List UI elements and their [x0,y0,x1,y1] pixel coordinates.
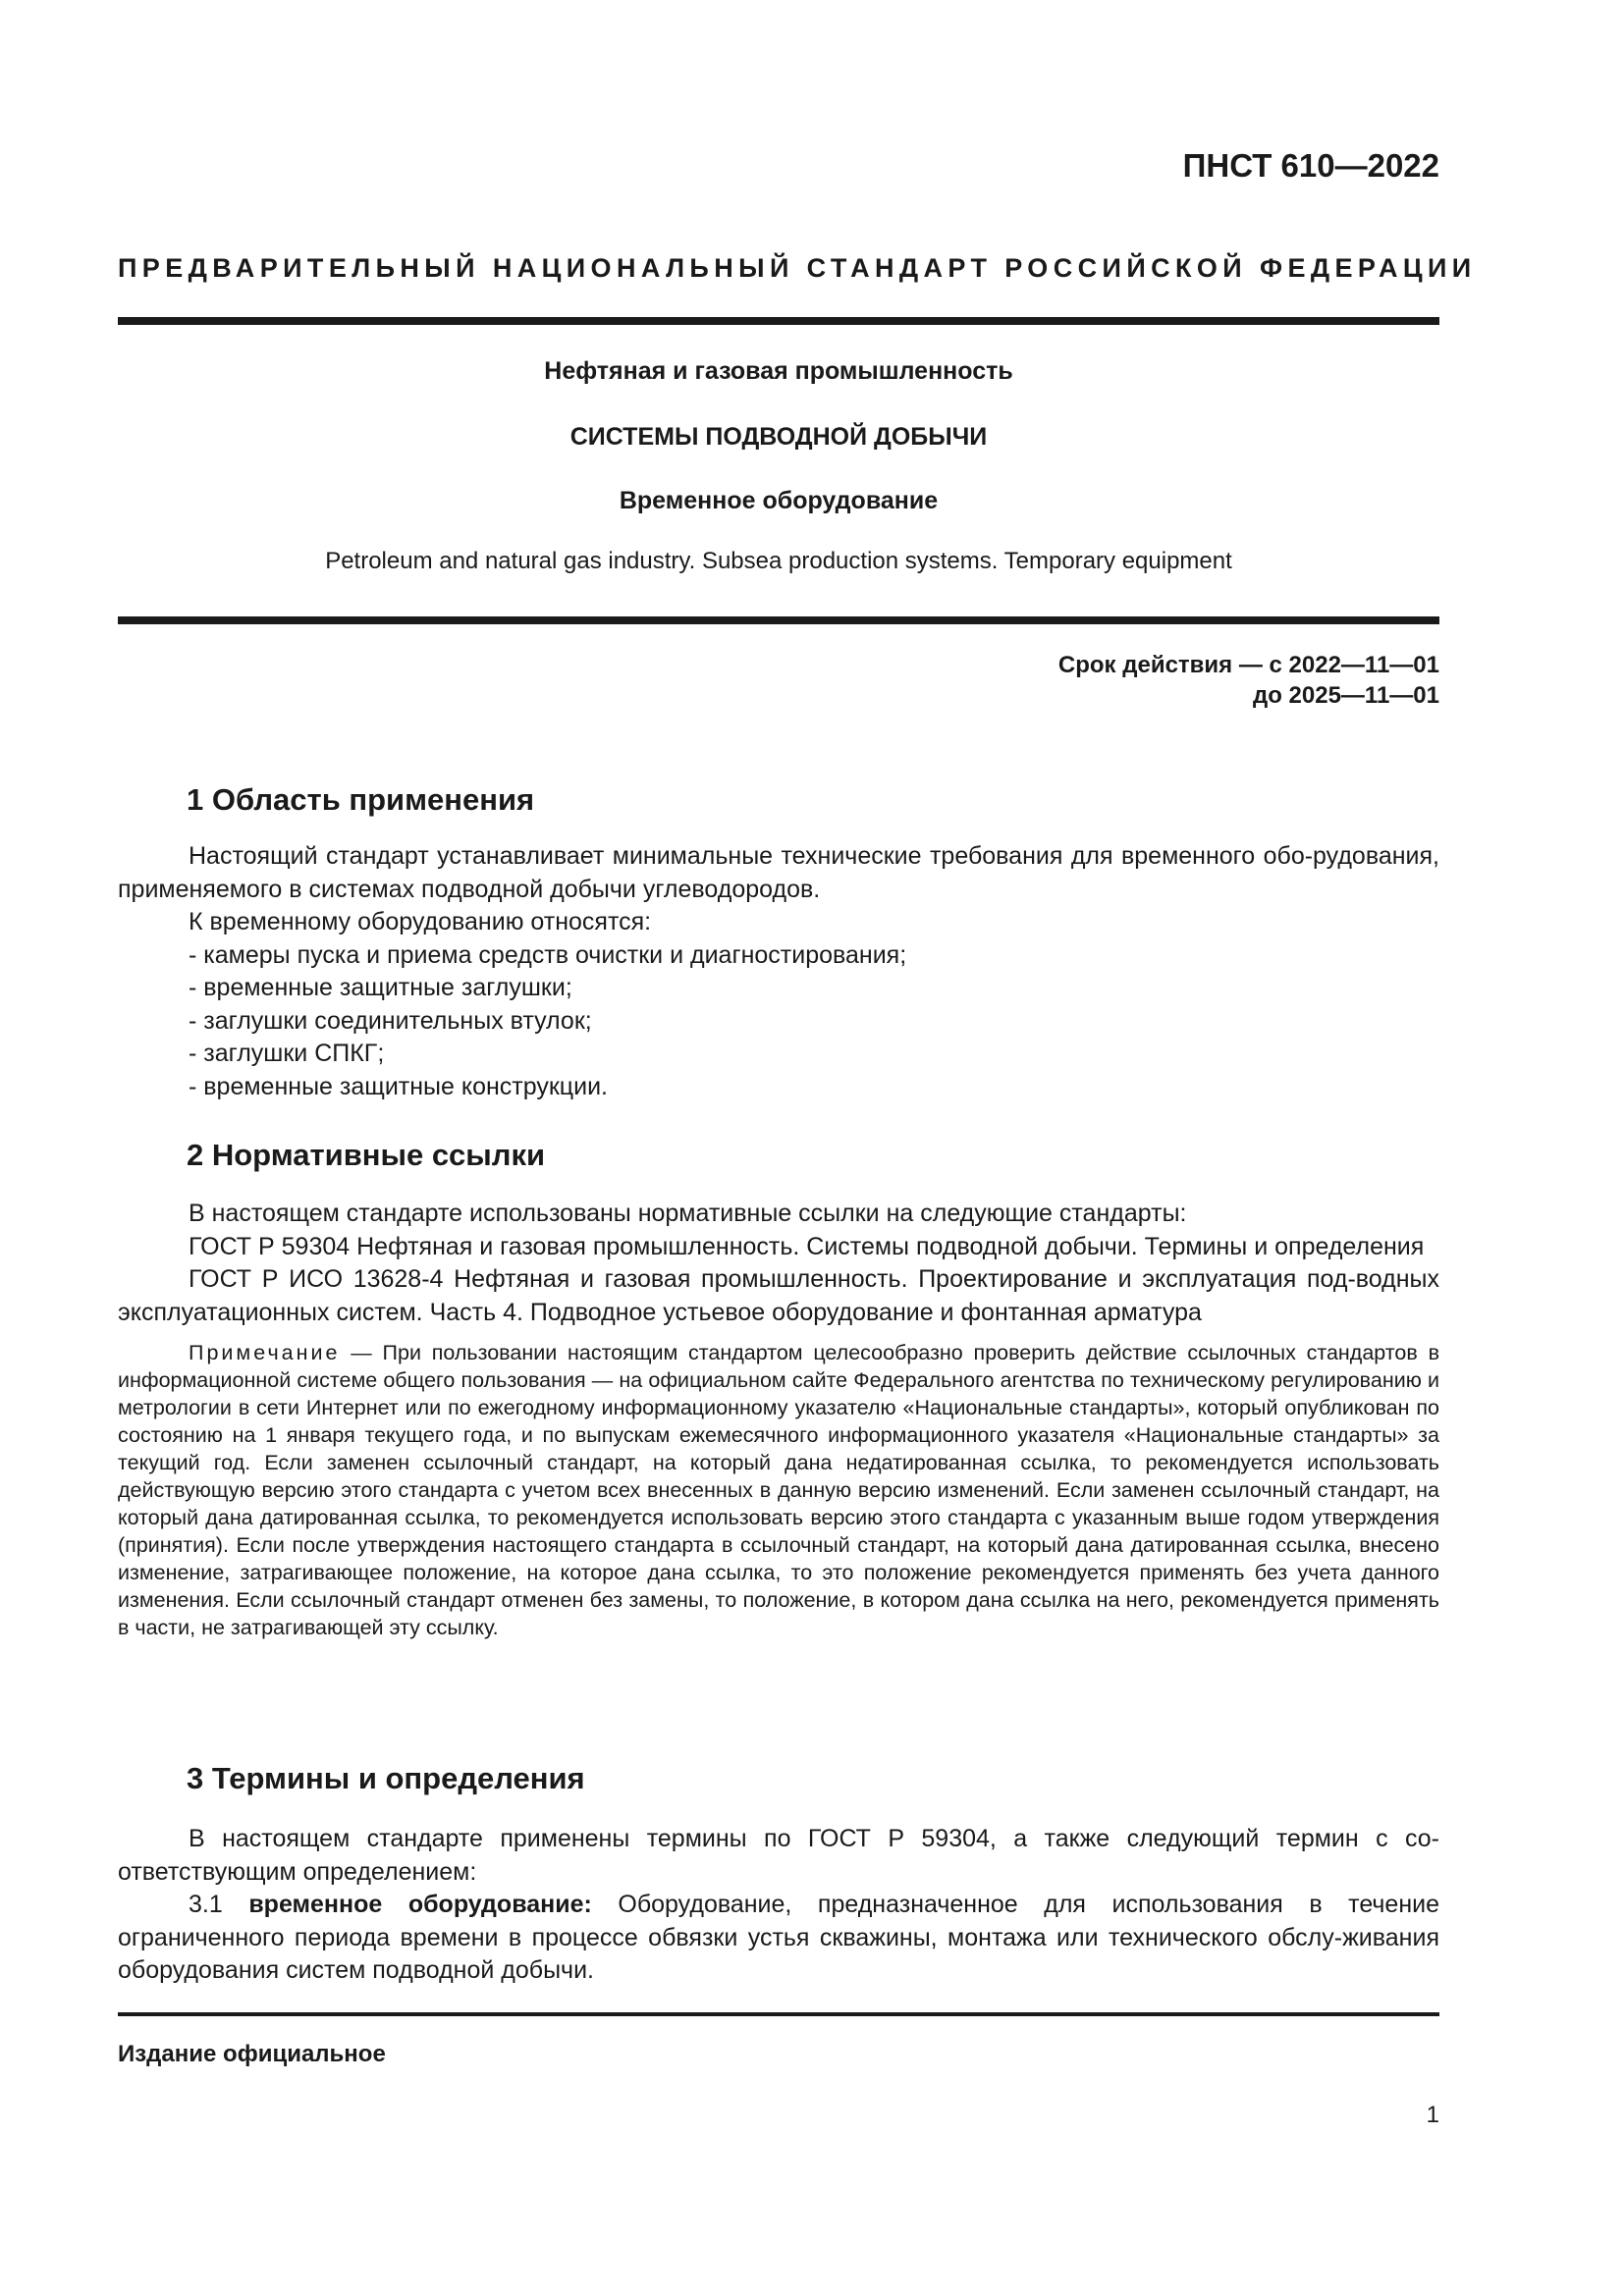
top-divider [118,317,1439,325]
title-industry: Нефтяная и газовая промышленность [544,357,1013,385]
list-item: - временные защитные конструкции. [189,1072,608,1100]
section-3-body [118,1823,1439,1988]
section-1-heading: 1 Область применения [187,782,535,817]
reference-note [118,1339,1439,1641]
term-definition-text: Оборудование, предназначенное для использования в течение ограниченного периода времени в процессе обвязки устья скважины, монтажа или технического обслу-живания оборудования систем подводной добычи. [118,1891,1440,1984]
term-name: временное оборудование: [248,1891,592,1918]
note-label: Примечание [189,1341,341,1364]
section-2-intro: В настоящем стандарте использованы нормативные ссылки на следующие стандарты: [189,1200,1187,1227]
title-divider [118,616,1439,624]
standard-code: ПНСТ 610—2022 [1182,147,1439,184]
reference-gost-59304: ГОСТ Р 59304 Нефтяная и газовая промышленность. Системы подводной добычи. Термины и определения [189,1232,1425,1260]
list-item: - заглушки соединительных втулок; [189,1006,592,1035]
standard-type-banner: ПРЕДВАРИТЕЛЬНЫЙ НАЦИОНАЛЬНЫЙ СТАНДАРТ РОССИЙСКОЙ ФЕДЕРАЦИИ [118,253,1477,283]
note-text: — При пользовании настоящим стандартом целесообразно проверить действие ссылочных стандартов в информационной системе общего пользования — на официальном сайте Федерального агентства по техническому регулированию и метрологии в сети Интернет или по ежегодному информационному указателю «Национальные стандарты», который опубликован по состоянию на 1 января текущего года, и по выпускам ежемесячного информационного указателя «Национальные стандарты» за текущий год. Если заменен ссылочный стандарт, на который дана недатированная ссылка, то рекомендуется использовать действующую версию этого стандарта с учетом всех внесенных в данную версию изменений. Если заменен ссылочный стандарт, на который дана датированная ссылка, то рекомендуется использовать версию этого стандарта с указанным выше годом утверждения (принятия). Если после утверждения настоящего стандарта в ссылочный стандарт, на который дана датированная ссылка, внесено изменение, затрагивающее положение, на которое дана ссылка, то это положение рекомендуется применять без учета данного изменения. Если ссылочный стандарт отменен без замены, то положение, в котором дана ссылка на него, рекомендуется применять в части, не затрагивающей эту ссылку. [118,1341,1439,1639]
list-item: - временные защитные заглушки; [189,974,572,1001]
section-1-paragraph: Настоящий стандарт устанавливает минимальные технические требования для временного обо-рудования, применяемого в системах подводной добычи углеводородов. [118,842,1439,903]
term-number: 3.1 [189,1891,249,1918]
list-item: - камеры пуска и приема средств очистки и диагностирования; [189,940,907,969]
section-1-body [118,840,1439,1103]
list-item: - заглушки СПКГ; [189,1040,385,1067]
validity-to: до 2025—11—01 [1252,682,1439,709]
title-main: СИСТЕМЫ ПОДВОДНОЙ ДОБЫЧИ [569,423,988,451]
validity-period [1058,650,1439,711]
official-edition-label: Издание официальное [118,2041,386,2067]
section-3-heading: 3 Термины и определения [187,1761,585,1795]
title-english: Petroleum and natural gas industry. Subsea production systems. Temporary equipment [325,548,1232,574]
title-subtitle: Временное оборудование [619,487,939,514]
section-2-heading: 2 Нормативные ссылки [187,1138,546,1172]
page-number: 1 [1426,2102,1439,2128]
footer-divider [118,2012,1439,2016]
section-3-intro: В настоящем стандарте применены термины по ГОСТ Р 59304, а также следующий термин с со-ответствующим определением: [118,1825,1439,1886]
reference-gost-iso-13628-4: ГОСТ Р ИСО 13628-4 Нефтяная и газовая промышленность. Проектирование и эксплуатация под-водных эксплуатационных систем. Часть 4. Подводное устьевое оборудование и фонтанная арматура [118,1265,1439,1326]
validity-from: Срок действия — с 2022—11—01 [1057,652,1439,678]
term-definition [118,1889,1439,1988]
section-2-body [118,1198,1439,1641]
section-1-list-intro: К временному оборудованию относятся: [189,908,652,935]
